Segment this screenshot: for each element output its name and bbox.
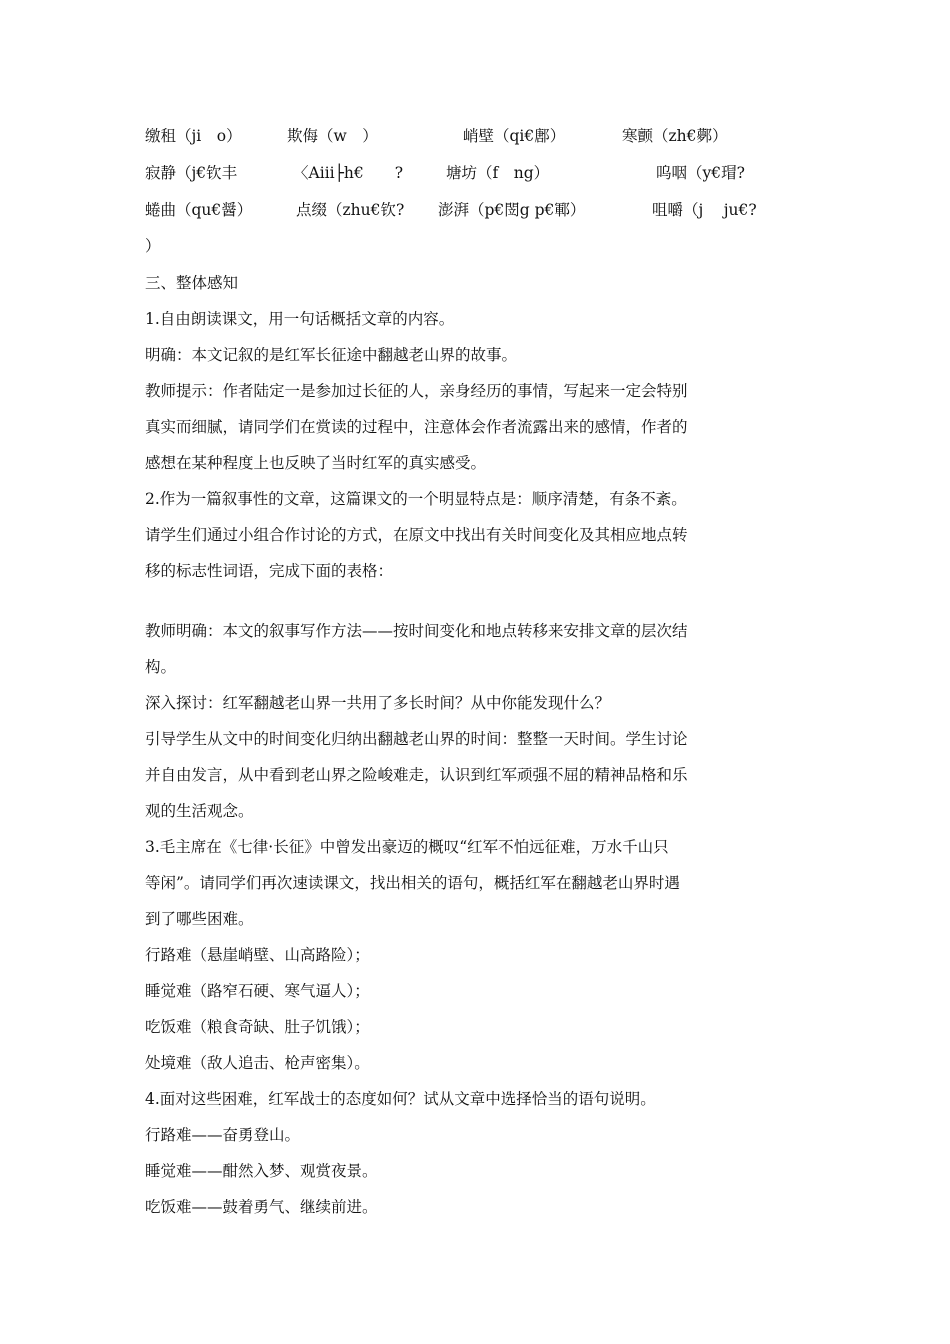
question-2-line: 请学生们通过小组合作讨论的方式，在原文中找出有关时间变化及其相应地点转 — [145, 526, 688, 544]
vocab-row — [0, 126, 950, 146]
teacher-hint-line: 感想在某种程度上也反映了当时红军的真实感受。 — [145, 454, 487, 472]
vocab-continuation: ） — [145, 237, 161, 255]
vocab-item: 澎湃（p€閚g p€鄆） — [438, 201, 586, 219]
attitude-item: 睡觉难——酣然入梦、观赏夜景。 — [145, 1162, 378, 1180]
difficulty-item: 行路难（悬崖峭壁、山高路险）； — [145, 946, 370, 964]
vocab-item: 咀嚼（j ju€? — [652, 201, 757, 219]
difficulty-item: 吃饭难（粮食奇缺、肚子饥饿）； — [145, 1018, 370, 1036]
teacher-hint-line: 教师提示：作者陆定一是参加过长征的人，亲身经历的事情，写起来一定会特别 — [145, 382, 688, 400]
teacher-answer-line: 教师明确：本文的叙事写作方法——按时间变化和地点转移来安排文章的层次结 — [145, 622, 688, 640]
vocab-item: 点缀（zhu€钦? — [296, 201, 405, 219]
vocab-item: 缴租（ji o） — [145, 127, 242, 145]
question-3-line: 3.毛主席在《七律·长征》中曾发出豪迈的概叹“红军不怕远征难，万水千山只 — [145, 838, 669, 856]
question-3-line: 到了哪些困难。 — [145, 910, 254, 928]
vocab-item: 蜷曲（qu€醤） — [145, 201, 253, 219]
question-1: 1.自由朗读课文，用一句话概括文章的内容。 — [145, 310, 455, 328]
question-2-line: 移的标志性词语，完成下面的表格： — [145, 562, 394, 580]
vocab-item: 塘坊（f ng） — [446, 164, 550, 182]
guide-line: 观的生活观念。 — [145, 802, 254, 820]
question-3-line: 等闲”。请同学们再次速读课文，找出相关的语句，概括红军在翻越老山界时遇 — [145, 874, 680, 892]
vocab-item: 欺侮（w ） — [287, 127, 378, 145]
vocab-item: 〈Aⅲ├h€ ? — [293, 164, 404, 182]
vocab-item: 寒颤（zh€鄸） — [622, 127, 728, 145]
difficulty-item: 处境难（敌人追击、枪声密集）。 — [145, 1054, 370, 1072]
answer-1: 明确：本文记叙的是红军长征途中翻越老山界的故事。 — [145, 346, 518, 364]
attitude-item: 行路难——奋勇登山。 — [145, 1126, 301, 1144]
guide-line: 并自由发言，从中看到老山界之险峻难走，认识到红军顽强不屈的精神品格和乐 — [145, 766, 688, 784]
vocab-item: 呜咽（y€瑁? — [656, 164, 745, 182]
explore-question: 深入探讨：红军翻越老山界一共用了多长时间？从中你能发现什么？ — [145, 694, 611, 712]
vocab-item: 峭壁（qi€鄌） — [463, 127, 566, 145]
vocab-row — [0, 200, 950, 220]
attitude-item: 吃饭难——鼓着勇气、继续前进。 — [145, 1198, 378, 1216]
vocab-row — [0, 163, 950, 183]
section-heading: 三、整体感知 — [145, 274, 239, 292]
guide-line: 引导学生从文中的时间变化归纳出翻越老山界的时间：整整一天时间。学生讨论 — [145, 730, 688, 748]
vocab-item: 寂静（j€钦丰 — [145, 164, 238, 182]
question-2-line: 2.作为一篇叙事性的文章，这篇课文的一个明显特点是：顺序清楚，有条不紊。 — [145, 490, 687, 508]
difficulty-item: 睡觉难（路窄石硬、寒气逼人）； — [145, 982, 370, 1000]
teacher-hint-line: 真实而细腻，请同学们在赏读的过程中，注意体会作者流露出来的感情，作者的 — [145, 418, 688, 436]
teacher-answer-line: 构。 — [145, 658, 177, 676]
question-4: 4.面对这些困难，红军战士的态度如何？试从文章中选择恰当的语句说明。 — [145, 1090, 656, 1108]
